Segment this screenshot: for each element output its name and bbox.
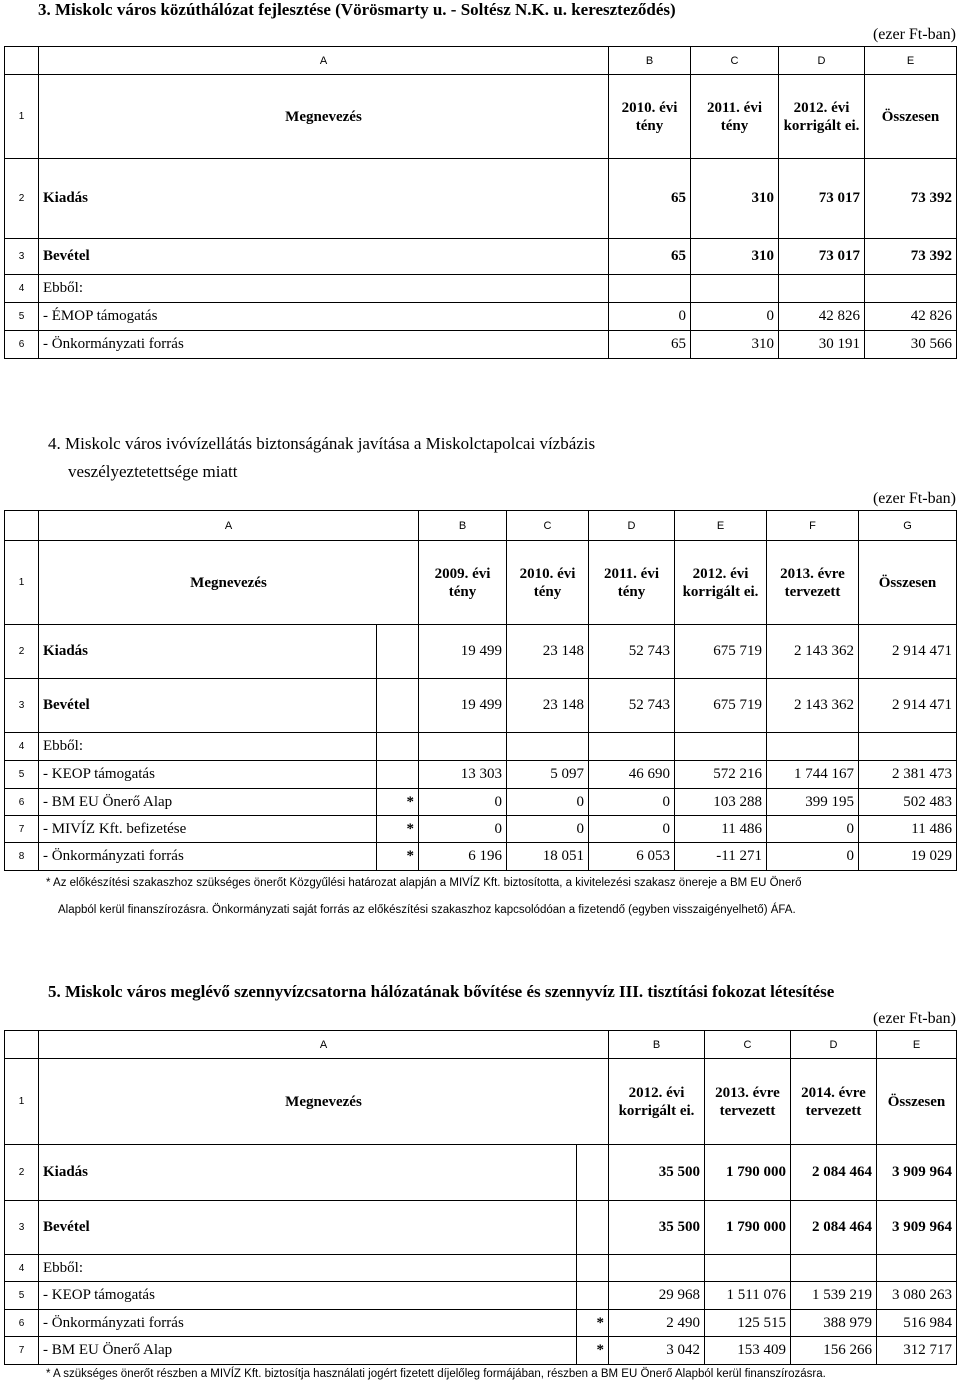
row-number: 5 bbox=[5, 761, 39, 789]
cell-value: -11 271 bbox=[675, 843, 767, 871]
col-header: 2013. évre tervezett bbox=[767, 541, 859, 625]
col-header: 2012. évi korrigált ei. bbox=[779, 75, 865, 159]
col-header: 2010. évi tény bbox=[507, 541, 589, 625]
row-number: 2 bbox=[5, 159, 39, 239]
table-row bbox=[5, 1201, 957, 1255]
section-5-table bbox=[4, 1030, 957, 1365]
cell-value: 23 148 bbox=[507, 679, 589, 733]
col-letter: E bbox=[675, 511, 767, 541]
section-3-unit: (ezer Ft-ban) bbox=[872, 26, 956, 43]
table-row bbox=[5, 679, 957, 733]
cell-value: 30 566 bbox=[865, 331, 957, 359]
cell-value: 572 216 bbox=[675, 761, 767, 789]
row-label: - ÉMOP támogatás bbox=[39, 303, 609, 331]
letter-row bbox=[5, 47, 957, 75]
row-label: - KEOP támogatás bbox=[39, 761, 377, 789]
row-label: Ebből: bbox=[39, 733, 377, 761]
cell-value: 0 bbox=[507, 789, 589, 816]
row-number: 2 bbox=[5, 625, 39, 679]
row-number: 6 bbox=[5, 1310, 39, 1337]
table-row bbox=[5, 625, 957, 679]
col-header: Megnevezés bbox=[39, 1059, 609, 1145]
section-4-title-line1: 4. Miskolc város ivóvízellátás biztonságának javítása a Miskolctapolcai vízbázis bbox=[48, 434, 596, 453]
row-label: Kiadás bbox=[39, 159, 609, 239]
col-header: 2010. évi tény bbox=[609, 75, 691, 159]
cell-value: 0 bbox=[767, 816, 859, 843]
cell-value: 156 266 bbox=[791, 1337, 877, 1365]
col-letter: E bbox=[877, 1031, 957, 1059]
col-header: 2012. évi korrigált ei. bbox=[675, 541, 767, 625]
cell-value: 2 490 bbox=[609, 1310, 705, 1337]
col-header: Összesen bbox=[859, 541, 957, 625]
cell-value: 0 bbox=[589, 816, 675, 843]
cell-value: 52 743 bbox=[589, 679, 675, 733]
cell-value: 73 017 bbox=[779, 239, 865, 275]
col-header: 2009. évi tény bbox=[419, 541, 507, 625]
row-number: 2 bbox=[5, 1145, 39, 1201]
table-row bbox=[5, 1282, 957, 1310]
cell-value: 65 bbox=[609, 331, 691, 359]
table-row: 7 - MIVÍZ Kft. befizetése * 0 0 0 11 486 0 11 486 bbox=[5, 816, 957, 843]
table-row bbox=[5, 761, 957, 789]
cell-value: 1 790 000 bbox=[705, 1145, 791, 1201]
col-letter: G bbox=[859, 511, 957, 541]
cell-value: 2 914 471 bbox=[859, 679, 957, 733]
cell-value: 3 909 964 bbox=[877, 1145, 957, 1201]
cell-value: 19 499 bbox=[419, 679, 507, 733]
section-4-footnote-2: Alapból kerül finanszírozásra. Önkormányzati saját forrás az előkészítési szakaszhoz kapcsolódóan a fizetendő (egyben visszaigényelhető) ÁFA. bbox=[58, 904, 796, 916]
table-row bbox=[5, 239, 957, 275]
cell-value: 0 bbox=[691, 303, 779, 331]
cell-value: 6 053 bbox=[589, 843, 675, 871]
cell-value: 0 bbox=[609, 303, 691, 331]
col-header: 2014. évre tervezett bbox=[791, 1059, 877, 1145]
row-number: 5 bbox=[5, 303, 39, 331]
col-header: 2012. évi korrigált ei. bbox=[609, 1059, 705, 1145]
cell-value: 2 381 473 bbox=[859, 761, 957, 789]
cell-value: 516 984 bbox=[877, 1310, 957, 1337]
cell-value: 3 909 964 bbox=[877, 1201, 957, 1255]
cell-value: 675 719 bbox=[675, 625, 767, 679]
row-label: - Önkormányzati forrás bbox=[39, 331, 609, 359]
cell-value: 2 143 362 bbox=[767, 679, 859, 733]
col-letter: E bbox=[865, 47, 957, 75]
table-row: 8 - Önkormányzati forrás * 6 196 18 051 6 053 -11 271 0 19 029 bbox=[5, 843, 957, 871]
row-number: 1 bbox=[5, 75, 39, 159]
section-5-unit: (ezer Ft-ban) bbox=[872, 1010, 956, 1027]
cell-value: 3 042 bbox=[609, 1337, 705, 1365]
cell-value: 42 826 bbox=[865, 303, 957, 331]
row-label: Kiadás bbox=[39, 625, 377, 679]
row-label: Ebből: bbox=[39, 275, 609, 303]
section-5-title: 5. Miskolc város meglévő szennyvízcsatorna hálózatának bővítése és szennyvíz III. tisztítási fokozat létesítése bbox=[48, 982, 835, 1001]
cell-value: 310 bbox=[691, 239, 779, 275]
cell-value: 11 486 bbox=[859, 816, 957, 843]
col-letter: C bbox=[691, 47, 779, 75]
cell-value: 1 744 167 bbox=[767, 761, 859, 789]
table-row bbox=[5, 733, 957, 761]
table-row bbox=[5, 1145, 957, 1201]
section-5-footnote: * A szükséges önerőt részben a MIVÍZ Kft. biztosítja használati jogért fizetett díjelőleg formájában, részben a BM EU Önerő Alapból kerül finanszírozásra. bbox=[46, 1368, 826, 1380]
table-row bbox=[5, 159, 957, 239]
row-number: 3 bbox=[5, 1201, 39, 1255]
cell-value: 310 bbox=[691, 331, 779, 359]
section-4-unit: (ezer Ft-ban) bbox=[872, 490, 956, 507]
row-label: - BM EU Önerő Alap bbox=[39, 789, 377, 816]
section-4-table bbox=[4, 510, 957, 871]
col-letter: C bbox=[507, 511, 589, 541]
col-letter: A bbox=[39, 47, 609, 75]
header-row bbox=[5, 75, 957, 159]
col-letter: B bbox=[609, 47, 691, 75]
row-label: - MIVÍZ Kft. befizetése bbox=[39, 816, 377, 843]
row-number: 4 bbox=[5, 275, 39, 303]
col-header: 2011. évi tény bbox=[691, 75, 779, 159]
cell-value: 0 bbox=[419, 816, 507, 843]
cell-value: 11 486 bbox=[675, 816, 767, 843]
col-letter: F bbox=[767, 511, 859, 541]
col-letter: B bbox=[609, 1031, 705, 1059]
col-header: 2013. évre tervezett bbox=[705, 1059, 791, 1145]
cell-value: 65 bbox=[609, 239, 691, 275]
row-label: Ebből: bbox=[39, 1255, 577, 1282]
cell-value: 0 bbox=[589, 789, 675, 816]
table-row: 6 - BM EU Önerő Alap * 0 0 0 103 288 399 195 502 483 bbox=[5, 789, 957, 816]
table-row: 7 - BM EU Önerő Alap * 3 042 153 409 156 266 312 717 bbox=[5, 1337, 957, 1365]
cell-value: 73 392 bbox=[865, 239, 957, 275]
row-label: - Önkormányzati forrás bbox=[39, 843, 377, 871]
row-number: 8 bbox=[5, 843, 39, 871]
header-row: 1 Megnevezés 2012. évi korrigált ei. 2013. évre tervezett 2014. évre tervezett Összesen bbox=[5, 1059, 957, 1145]
cell-value: 0 bbox=[507, 816, 589, 843]
header-row: 1 Megnevezés 2009. évi tény 2010. évi tény 2011. évi tény 2012. évi korrigált ei. 2013. évre tervezett Összesen bbox=[5, 541, 957, 625]
row-label: Bevétel bbox=[39, 1201, 577, 1255]
cell-value: 6 196 bbox=[419, 843, 507, 871]
cell-value: 23 148 bbox=[507, 625, 589, 679]
cell-value: 388 979 bbox=[791, 1310, 877, 1337]
letter-row bbox=[5, 511, 957, 541]
cell-value: 65 bbox=[609, 159, 691, 239]
col-header: Megnevezés bbox=[39, 541, 419, 625]
row-label: - BM EU Önerő Alap bbox=[39, 1337, 577, 1365]
row-label: - KEOP támogatás bbox=[39, 1282, 577, 1310]
cell-value: 125 515 bbox=[705, 1310, 791, 1337]
row-label: Bevétel bbox=[39, 239, 609, 275]
cell-value: 312 717 bbox=[877, 1337, 957, 1365]
cell-value: 46 690 bbox=[589, 761, 675, 789]
cell-value: 1 511 076 bbox=[705, 1282, 791, 1310]
table-row bbox=[5, 331, 957, 359]
col-letter: A bbox=[39, 511, 419, 541]
row-number: 7 bbox=[5, 1337, 39, 1365]
col-header: 2011. évi tény bbox=[589, 541, 675, 625]
cell-value: 310 bbox=[691, 159, 779, 239]
col-header: Összesen bbox=[865, 75, 957, 159]
section-4-footnote-1: * Az előkészítési szakaszhoz szükséges önerőt Közgyűlési határozat alapján a MIVÍZ Kft. biztosította, a kivitelezési szakasz önereje a BM EU Önerő bbox=[46, 877, 802, 889]
cell-value: 18 051 bbox=[507, 843, 589, 871]
table-row: 6 - Önkormányzati forrás * 2 490 125 515 388 979 516 984 bbox=[5, 1310, 957, 1337]
row-number: 7 bbox=[5, 816, 39, 843]
cell-value: 73 392 bbox=[865, 159, 957, 239]
section-3-title: 3. Miskolc város közúthálózat fejlesztése (Vörösmarty u. - Soltész N.K. u. kereszteződés) bbox=[38, 0, 676, 19]
cell-value: 29 968 bbox=[609, 1282, 705, 1310]
cell-value: 35 500 bbox=[609, 1145, 705, 1201]
letter-row bbox=[5, 1031, 957, 1059]
row-number: 4 bbox=[5, 733, 39, 761]
section-4-title bbox=[48, 434, 595, 454]
cell-value: 399 195 bbox=[767, 789, 859, 816]
cell-value: 0 bbox=[419, 789, 507, 816]
cell-value: 1 539 219 bbox=[791, 1282, 877, 1310]
cell-value: 675 719 bbox=[675, 679, 767, 733]
table-row bbox=[5, 1255, 957, 1282]
cell-value: 1 790 000 bbox=[705, 1201, 791, 1255]
cell-value: 52 743 bbox=[589, 625, 675, 679]
cell-value: 30 191 bbox=[779, 331, 865, 359]
cell-value: 0 bbox=[767, 843, 859, 871]
cell-value: 73 017 bbox=[779, 159, 865, 239]
cell-value: 103 288 bbox=[675, 789, 767, 816]
cell-value: 2 914 471 bbox=[859, 625, 957, 679]
col-letter: D bbox=[779, 47, 865, 75]
cell-value: 153 409 bbox=[705, 1337, 791, 1365]
cell-value: 19 029 bbox=[859, 843, 957, 871]
row-label: Bevétel bbox=[39, 679, 377, 733]
row-number: 6 bbox=[5, 331, 39, 359]
col-letter: C bbox=[705, 1031, 791, 1059]
cell-value: 502 483 bbox=[859, 789, 957, 816]
cell-value: 2 143 362 bbox=[767, 625, 859, 679]
col-header: Megnevezés bbox=[39, 75, 609, 159]
table-row bbox=[5, 303, 957, 331]
col-letter: A bbox=[39, 1031, 609, 1059]
cell-value: 2 084 464 bbox=[791, 1145, 877, 1201]
row-number: 3 bbox=[5, 239, 39, 275]
col-letter: D bbox=[791, 1031, 877, 1059]
cell-value: 19 499 bbox=[419, 625, 507, 679]
row-label: - Önkormányzati forrás bbox=[39, 1310, 577, 1337]
cell-value: 42 826 bbox=[779, 303, 865, 331]
cell-value: 5 097 bbox=[507, 761, 589, 789]
col-letter: D bbox=[589, 511, 675, 541]
row-label: Kiadás bbox=[39, 1145, 577, 1201]
col-header: Összesen bbox=[877, 1059, 957, 1145]
cell-value: 2 084 464 bbox=[791, 1201, 877, 1255]
cell-value: 13 303 bbox=[419, 761, 507, 789]
section-4-title-line2: veszélyeztetettsége miatt bbox=[68, 462, 238, 481]
row-number: 5 bbox=[5, 1282, 39, 1310]
cell-value: 35 500 bbox=[609, 1201, 705, 1255]
col-letter: B bbox=[419, 511, 507, 541]
row-number: 3 bbox=[5, 679, 39, 733]
row-number: 6 bbox=[5, 789, 39, 816]
table-row bbox=[5, 275, 957, 303]
section-3-table bbox=[4, 46, 957, 359]
cell-value: 3 080 263 bbox=[877, 1282, 957, 1310]
row-number: 4 bbox=[5, 1255, 39, 1282]
